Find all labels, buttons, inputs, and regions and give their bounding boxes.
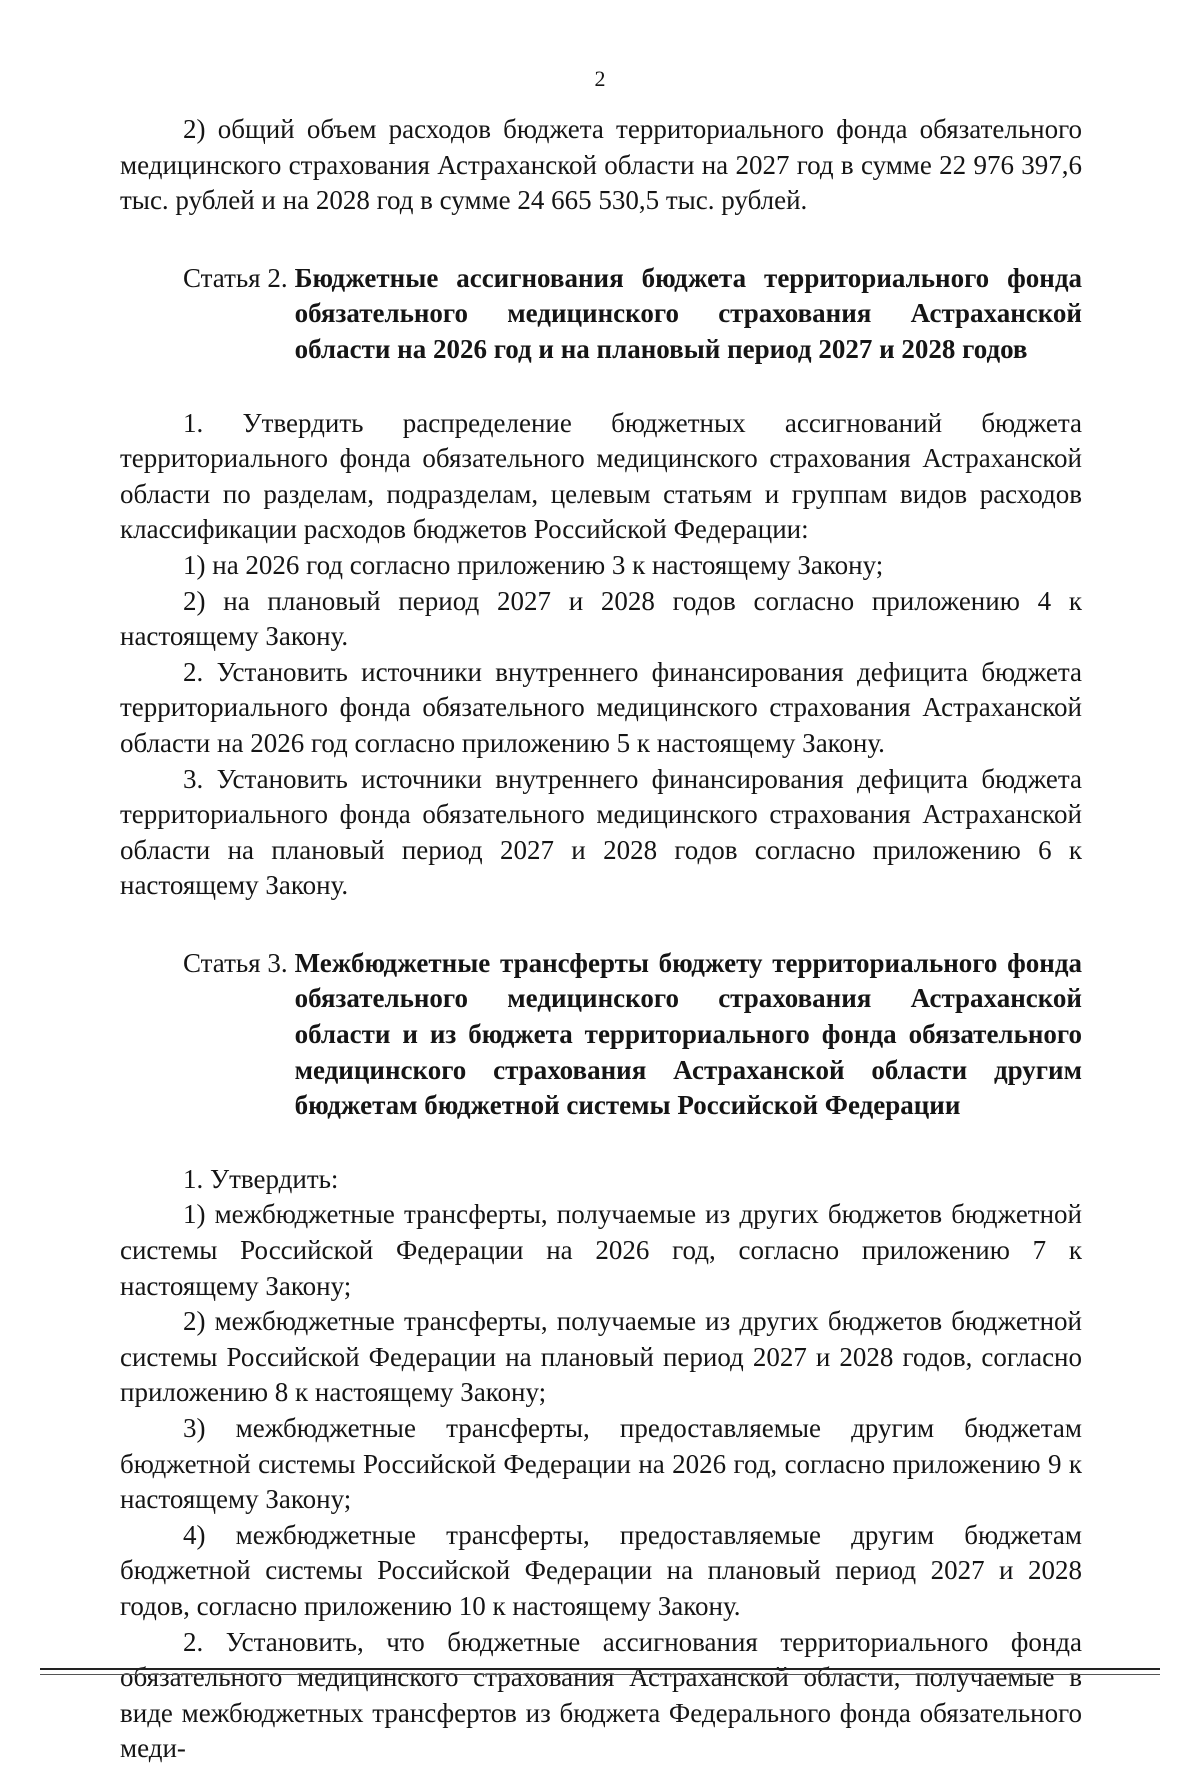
page-number: 2 [594, 66, 606, 91]
article-3-title [295, 946, 1082, 1124]
article-2-paragraph: 2) на плановый период 2027 и 2028 годов согласно приложению 4 к настоящему Закону. [120, 585, 1082, 652]
article-2-paragraph: 1. Утвердить распределение бюджетных ассигнований бюджета территориального фонда обязательного медицинского страхования Астраханской области по разделам, подразделам, целевым статьям и группам видов расходов классификации расходов бюджетов Российской Федерации: [120, 407, 1082, 545]
article-3-paragraph: 4) межбюджетные трансферты, предоставляемые другим бюджетам бюджетной системы Российской Федерации на плановый период 2027 и 2028 годов, согласно приложению 10 к настоящему Закону. [120, 1519, 1082, 1621]
article-2-paragraph: 2. Установить источники внутреннего финансирования дефицита бюджета территориального фонда обязательного медицинского страхования Астраханской области на 2026 год согласно приложению 5 к настоящему Закону. [120, 656, 1082, 758]
article-3-paragraph: 1) межбюджетные трансферты, получаемые из других бюджетов бюджетной системы Российской Федерации на 2026 год, согласно приложению 7 к настоящему Закону; [120, 1199, 1082, 1301]
article-2-paragraph: 1) на 2026 год согласно приложению 3 к настоящему Закону; [183, 549, 884, 580]
article-3-heading [120, 946, 1082, 1124]
article-3-title-main: Межбюджетные трансферты бюджету территориального фонда обязательного медицинского страхования Астраханской области и из бюджета территориального фонда обязательного медицинского страхования Астраханской области другим [294, 947, 1082, 1085]
page-bottom-rule-secondary [40, 1674, 1160, 1675]
page-bottom-rule [40, 1668, 1160, 1670]
article-2-title: Бюджетные ассигнования бюджета территориального фонда обязательного медицинского страхования Астраханской области на 2026 год и на плановый период 2027 и 2028 годов [294, 262, 1082, 364]
article-2-paragraph: 3. Установить источники внутреннего финансирования дефицита бюджета территориального фонда обязательного медицинского страхования Астраханской области на плановый период 2027 и 2028 годов согласно приложению 6 к настоящему Закону. [120, 763, 1082, 901]
article-3-paragraph: 1. Утвердить: [183, 1163, 339, 1194]
article-3-paragraph: 3) межбюджетные трансферты, предоставляемые другим бюджетам бюджетной системы Российской Федерации на 2026 год, согласно приложению 9 к настоящему Закону; [120, 1413, 1082, 1515]
article-2-heading [120, 261, 1082, 368]
article-3-paragraph: 2) межбюджетные трансферты, получаемые из других бюджетов бюджетной системы Российской Федерации на плановый период 2027 и 2028 годов, согласно приложению 8 к настоящему Закону; [120, 1306, 1082, 1408]
article-3-title-last: бюджетам бюджетной системы Российской Федерации [294, 1090, 961, 1121]
intro-paragraph-2: 2) общий объем расходов бюджета территориального фонда обязательного медицинского страхования Астраханской области на 2027 год в сумме 22 976 397,6 тыс. рублей и на 2028 год в сумме 24 665 530,5 тыс. рублей. [120, 114, 1082, 216]
article-3-prefix: Статья 3. [183, 947, 288, 978]
document-body [120, 112, 1082, 1767]
article-3-paragraph: 2. Установить, что бюджетные ассигнования территориального фонда обязательного медицинского страхования Астраханской области, получаемые в виде межбюджетных трансфертов из бюджета Федерального фонда обязательного меди- [120, 1626, 1082, 1764]
article-2-prefix: Статья 2. [183, 262, 288, 293]
